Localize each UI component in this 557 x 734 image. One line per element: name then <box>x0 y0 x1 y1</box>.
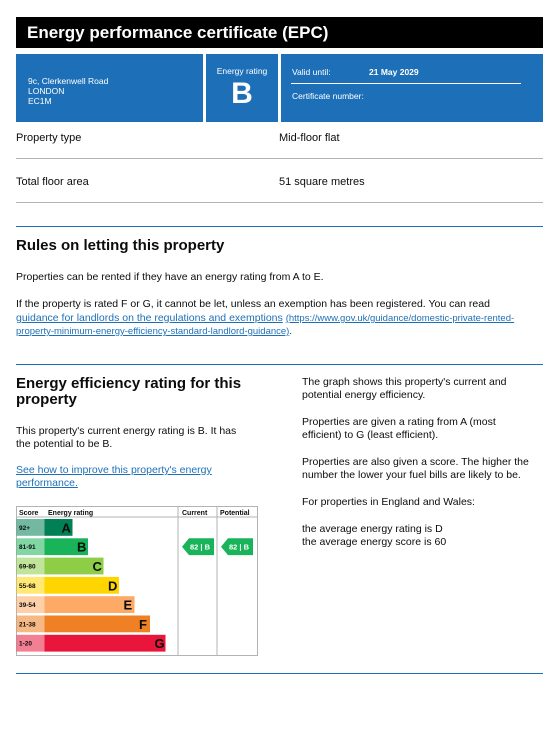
divider <box>16 202 543 203</box>
band-letter-g: G <box>154 636 165 652</box>
current-rating-line-1: This property's current energy rating is B. It has <box>16 425 237 437</box>
energy-rating-box <box>206 54 278 122</box>
efficiency-heading-line-2: property <box>16 391 77 408</box>
band-bar-f <box>45 616 151 633</box>
guidance-suffix: . <box>289 326 292 337</box>
letting-paragraph-1: Properties can be rented if they have an energy rating from A to E. <box>16 271 324 283</box>
band-letter-e: E <box>123 597 133 613</box>
improve-link-line-1[interactable]: See how to improve this property's energy <box>16 464 212 476</box>
energy-rating-label: Energy rating <box>216 66 268 76</box>
potential-header: Potential <box>220 510 250 517</box>
section-divider <box>16 673 543 674</box>
floor-area-label: Total floor area <box>16 176 89 188</box>
info-line: Properties are given a rating from A (most <box>302 416 496 428</box>
divider <box>291 83 521 84</box>
band-range-c: 69-80 <box>19 563 36 571</box>
energy-rating-value: B <box>231 77 253 110</box>
band-letter-a: A <box>61 520 71 536</box>
letting-guidance-row-2 <box>16 326 292 338</box>
property-type-label: Property type <box>16 132 82 144</box>
guidance-url-2[interactable]: property-minimum-energy-efficiency-standard-landlord-guidance) <box>16 326 290 337</box>
page-title: Energy performance certificate (EPC) <box>16 17 543 48</box>
address-line-1: 9c, Clerkenwell Road <box>28 76 109 86</box>
efficiency-info <box>302 376 552 549</box>
letting-paragraph-2: If the property is rated F or G, it cannot be let, unless an exemption has been registered. You can read <box>16 298 490 310</box>
band-range-e: 39-54 <box>19 602 36 610</box>
guidance-url-1[interactable]: (https://www.gov.uk/guidance/domestic-private-rented- <box>285 313 515 324</box>
letting-heading: Rules on letting this property <box>16 237 225 254</box>
band-letter-f: F <box>139 616 147 632</box>
info-line: the average energy rating is D <box>302 523 443 535</box>
floor-area-value: 51 square metres <box>279 176 365 188</box>
rating-header: Energy rating <box>48 510 94 517</box>
info-line: Properties are also given a score. The higher the <box>302 456 529 468</box>
validity-box <box>281 54 543 122</box>
info-line: number the lower your fuel bills are likely to be. <box>302 469 521 481</box>
property-type-value: Mid-floor flat <box>279 132 340 144</box>
letting-guidance-row <box>16 312 546 325</box>
divider <box>16 158 543 159</box>
current-rating-line-2: the potential to be B. <box>16 438 113 450</box>
score-header: Score <box>19 510 39 517</box>
band-range-g: 1-20 <box>19 640 33 648</box>
band-bar-e <box>45 596 135 613</box>
efficiency-heading-line-1: Energy efficiency rating for this <box>16 375 242 392</box>
improve-link-line-2[interactable]: performance. <box>16 477 78 489</box>
guidance-link[interactable]: guidance for landlords on the regulations and exemptions <box>16 312 283 324</box>
valid-until-date: 21 May 2029 <box>369 67 419 77</box>
band-range-d: 55-68 <box>19 582 36 590</box>
address-box <box>16 54 203 122</box>
band-letter-b: B <box>77 539 87 555</box>
info-line: potential energy efficiency. <box>302 389 426 401</box>
info-line: the average energy score is 60 <box>302 536 447 548</box>
band-range-a: 92+ <box>19 524 31 532</box>
section-divider <box>16 364 543 365</box>
band-range-f: 21-38 <box>19 621 36 629</box>
info-line: For properties in England and Wales: <box>302 496 475 508</box>
valid-until-label: Valid until: <box>292 67 331 77</box>
band-bar-g <box>45 635 166 652</box>
info-line: efficient) to G (least efficient). <box>302 429 439 441</box>
band-letter-d: D <box>108 578 118 594</box>
epc-rating-chart <box>16 506 258 656</box>
band-letter-c: C <box>92 559 102 574</box>
current-rating-label: 82 | B <box>190 542 211 552</box>
certificate-number-label: Certificate number: <box>292 91 364 101</box>
section-divider <box>16 226 543 227</box>
improve-link[interactable] <box>16 464 212 490</box>
potential-rating-label: 82 | B <box>229 542 250 552</box>
address-line-3: EC1M <box>28 96 52 106</box>
current-rating-text <box>16 425 236 451</box>
info-line: The graph shows this property's current and <box>302 376 507 388</box>
address-line-2: LONDON <box>28 86 65 96</box>
band-range-b: 81-91 <box>19 544 36 552</box>
current-header: Current <box>182 510 208 517</box>
efficiency-heading <box>16 376 276 408</box>
